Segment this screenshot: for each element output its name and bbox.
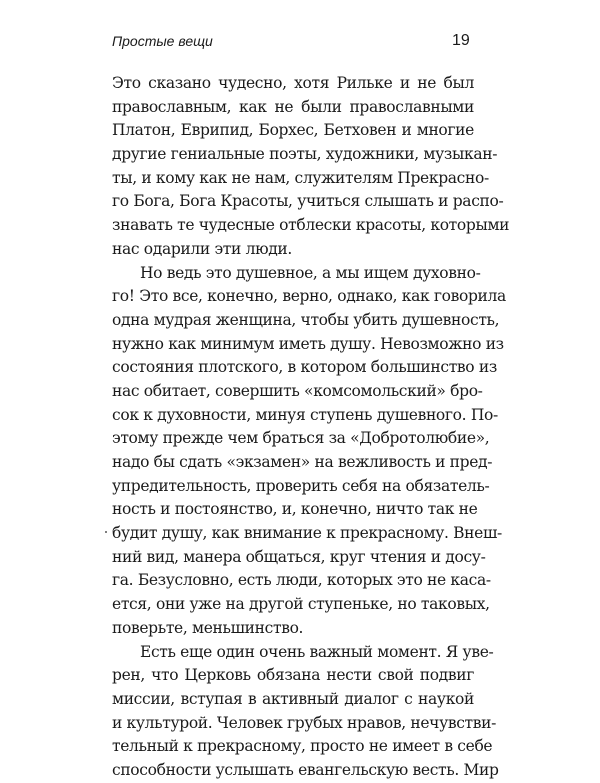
text-line: способности услышать евангельскую весть. Мир (112, 760, 499, 779)
text-line: надо бы сдать «экзамен» на вежливость и пред- (112, 453, 493, 471)
page-number: 19 (452, 32, 470, 49)
text-line: ты, и кому как не нам, служителям Прекрасно- (112, 168, 489, 187)
body-text (112, 72, 510, 783)
text-line: рен, что Церковь обязана нести свой подвиг (112, 666, 474, 685)
text-line: го! Это все, конечно, верно, однако, как говорила (112, 287, 506, 306)
text-line: га. Безусловно, есть люди, которых это не каса- (112, 571, 491, 590)
text-line: и культурой. Человек грубых нравов, нечувстви- (112, 713, 497, 732)
text-line: сок к духовности, минуя ступень душевного. По- (112, 405, 498, 424)
text-line: одна мудрая женщина, чтобы убить душевность, (112, 310, 500, 329)
text-line: знавать те чудесные отблески красоты, которыми (112, 216, 510, 235)
text-line: Платон, Еврипид, Борхес, Бетховен и многие (112, 121, 474, 140)
text-line: ний вид, манера общаться, круг чтения и досу- (112, 547, 486, 566)
text-line: нас обитает, совершить «комсомольский» бро- (112, 381, 483, 400)
text-line: другие гениальные поэты, художники, музыкан- (112, 145, 498, 164)
text-line: тельный к прекрасному, просто не имеет в себе (112, 737, 493, 756)
paragraph-first-line: Но ведь это душевное, а мы ищем духовно- (140, 263, 481, 282)
text-line: состояния плотского, в котором большинство из (112, 358, 497, 377)
text-line: ется, они уже на другой ступеньке, но таковых, (112, 595, 490, 614)
text-line: го Бога, Бога Красоты, учиться слышать и распо- (112, 192, 504, 211)
text-line: упредительность, проверить себя на обязатель- (112, 476, 490, 495)
print-speck (105, 531, 107, 533)
text-line: будит душу, как внимание к прекрасному. Внеш- (112, 524, 502, 543)
text-line: нужно как минимум иметь душу. Невозможно из (112, 334, 504, 353)
text-line: миссии, вступая в активный диалог с наукой (112, 689, 474, 708)
running-title: Простые вещи (112, 33, 213, 49)
text-line: этому прежде чем браться за «Добротолюбие», (112, 429, 490, 448)
text-line: нас одарили эти люди. (112, 239, 292, 258)
text-line: Это сказано чудесно, хотя Рильке и не был (112, 74, 474, 92)
text-line: поверьте, меньшинство. (112, 618, 304, 637)
text-line: православным, как не были православными (112, 97, 474, 116)
text-line: ность и постоянство, и, конечно, ничто так не (112, 500, 478, 519)
paragraph-first-line: Есть еще один очень важный момент. Я уве- (140, 642, 494, 661)
